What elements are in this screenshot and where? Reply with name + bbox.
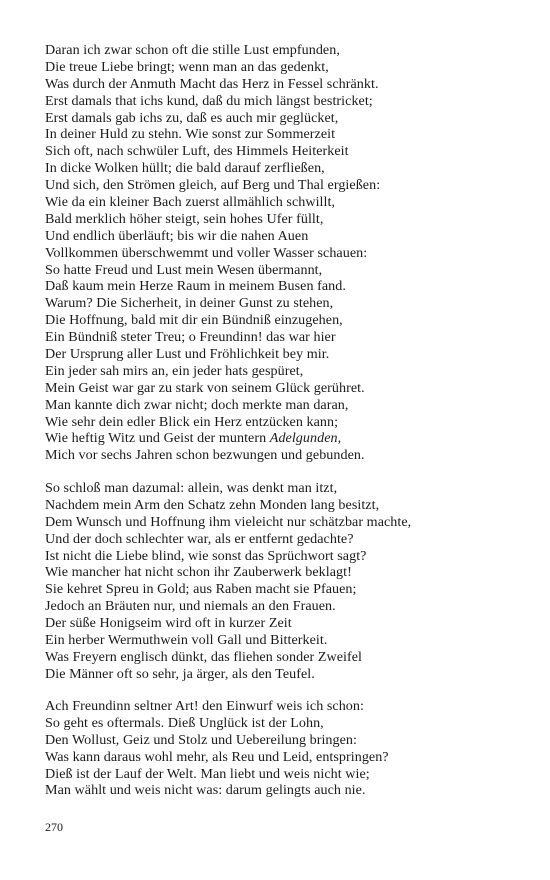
verse-line: Erst damals gab ichs zu, daß es auch mir geglücket, bbox=[45, 109, 339, 126]
verse-line: Und der doch schlechter war, als er entfernt gedachte? bbox=[45, 530, 354, 547]
verse-line: Daran ich zwar schon oft die stille Lust empfunden, bbox=[45, 42, 340, 58]
verse-line: Sich oft, nach schwüler Luft, des Himmels Heiterkeit bbox=[45, 143, 349, 160]
verse-line: Ach Freundinn seltner Art! den Einwurf weis ich schon: bbox=[45, 698, 364, 714]
verse-line: Ist nicht die Liebe blind, wie sonst das Sprüchwort sagt? bbox=[45, 547, 367, 564]
verse-line: Man kannte dich zwar nicht; doch merkte man daran, bbox=[45, 396, 349, 413]
page-number: 270 bbox=[45, 820, 63, 834]
stanza-2 bbox=[45, 480, 525, 683]
verse-line: In deiner Huld zu stehn. Wie sonst zur Sommerzeit bbox=[45, 126, 336, 143]
verse-line: Vollkommen überschwemmt und voller Wasser schauen: bbox=[45, 244, 368, 261]
verse-line: Mich vor sechs Jahren schon bezwungen und gebunden. bbox=[45, 447, 365, 464]
verse-line-text: Wie heftig Witz und Geist der muntern bbox=[45, 430, 270, 447]
verse-line: Ein jeder sah mirs an, ein jeder hats gespüret, bbox=[45, 362, 304, 379]
verse-line: Was durch der Anmuth Macht das Herz in Fessel schränkt. bbox=[45, 75, 379, 92]
verse-line: Erst damals that ichs kund, daß du mich längst bestricket; bbox=[45, 92, 373, 109]
verse-line-with-name bbox=[45, 430, 525, 447]
verse-line: Warum? Die Sicherheit, in deiner Gunst zu stehen, bbox=[45, 295, 334, 312]
verse-line: Wie mancher hat nicht schon ihr Zauberwerk beklagt! bbox=[45, 564, 352, 581]
verse-line: In dicke Wolken hüllt; die bald darauf zerfließen, bbox=[45, 160, 325, 177]
verse-line: So hatte Freud und Lust mein Wesen übermannt, bbox=[45, 261, 323, 278]
verse-line: Der Ursprung aller Lust und Fröhlichkeit bey mir. bbox=[45, 346, 330, 363]
verse-line: Und endlich überläuft; bis wir die nahen Auen bbox=[45, 227, 309, 244]
verse-line: Was kann daraus wohl mehr, als Reu und Leid, entspringen? bbox=[45, 748, 389, 765]
verse-line: Bald merklich höher steigt, sein hohes Ufer füllt, bbox=[45, 210, 324, 227]
verse-line: Dem Wunsch und Hoffnung ihm vieleicht nur schätzbar machte, bbox=[45, 513, 412, 530]
verse-line: So schloß man dazumal: allein, was denkt man itzt, bbox=[45, 480, 338, 496]
verse-line: Sie kehret Spreu in Gold; aus Raben macht sie Pfauen; bbox=[45, 581, 357, 598]
verse-line: Den Wollust, Geiz und Stolz und Uebereilung bringen: bbox=[45, 731, 357, 748]
verse-line: Jedoch an Bräuten nur, und niemals an den Frauen. bbox=[45, 598, 336, 615]
stanza-1 bbox=[45, 42, 525, 464]
verse-line: Die Männer oft so sehr, ja ärger, als den Teufel. bbox=[45, 665, 315, 682]
verse-line: Wie da ein kleiner Bach zuerst allmählich schwillt, bbox=[45, 194, 336, 211]
stanza-3 bbox=[45, 698, 525, 799]
verse-line: Und sich, den Strömen gleich, auf Berg und Thal ergießen: bbox=[45, 177, 381, 194]
verse-line: Mein Geist war gar zu stark von seinem Glück gerühret. bbox=[45, 379, 365, 396]
verse-line: Ein herber Wermuthwein voll Gall und Bitterkeit. bbox=[45, 632, 328, 649]
verse-line: Der süße Honigseim wird oft in kurzer Zeit bbox=[45, 615, 292, 632]
verse-line: Nachdem mein Arm den Schatz zehn Monden lang besitzt, bbox=[45, 496, 380, 513]
verse-line: Man wählt und weis nicht was: darum gelingts auch nie. bbox=[45, 782, 366, 799]
verse-line: Die Hoffnung, bald mit dir ein Bündniß einzugehen, bbox=[45, 312, 343, 329]
verse-line: Was Freyern englisch dünkt, das fliehen sonder Zweifel bbox=[45, 648, 363, 665]
verse-line: Wie sehr dein edler Blick ein Herz entzücken kann; bbox=[45, 413, 339, 430]
verse-line: So geht es oftermals. Dieß Unglück ist der Lohn, bbox=[45, 714, 324, 731]
verse-line: Die treue Liebe bringt; wenn man an das gedenkt, bbox=[45, 58, 329, 75]
verse-line: Dieß ist der Lauf der Welt. Man liebt und weis nicht wie; bbox=[45, 765, 370, 782]
verse-line: Ein Bündniß steter Treu; o Freundinn! das war hier bbox=[45, 329, 336, 346]
italic-name: Adelgunden, bbox=[269, 430, 342, 447]
verse-line: Daß kaum mein Herze Raum in meinem Busen fand. bbox=[45, 278, 346, 295]
